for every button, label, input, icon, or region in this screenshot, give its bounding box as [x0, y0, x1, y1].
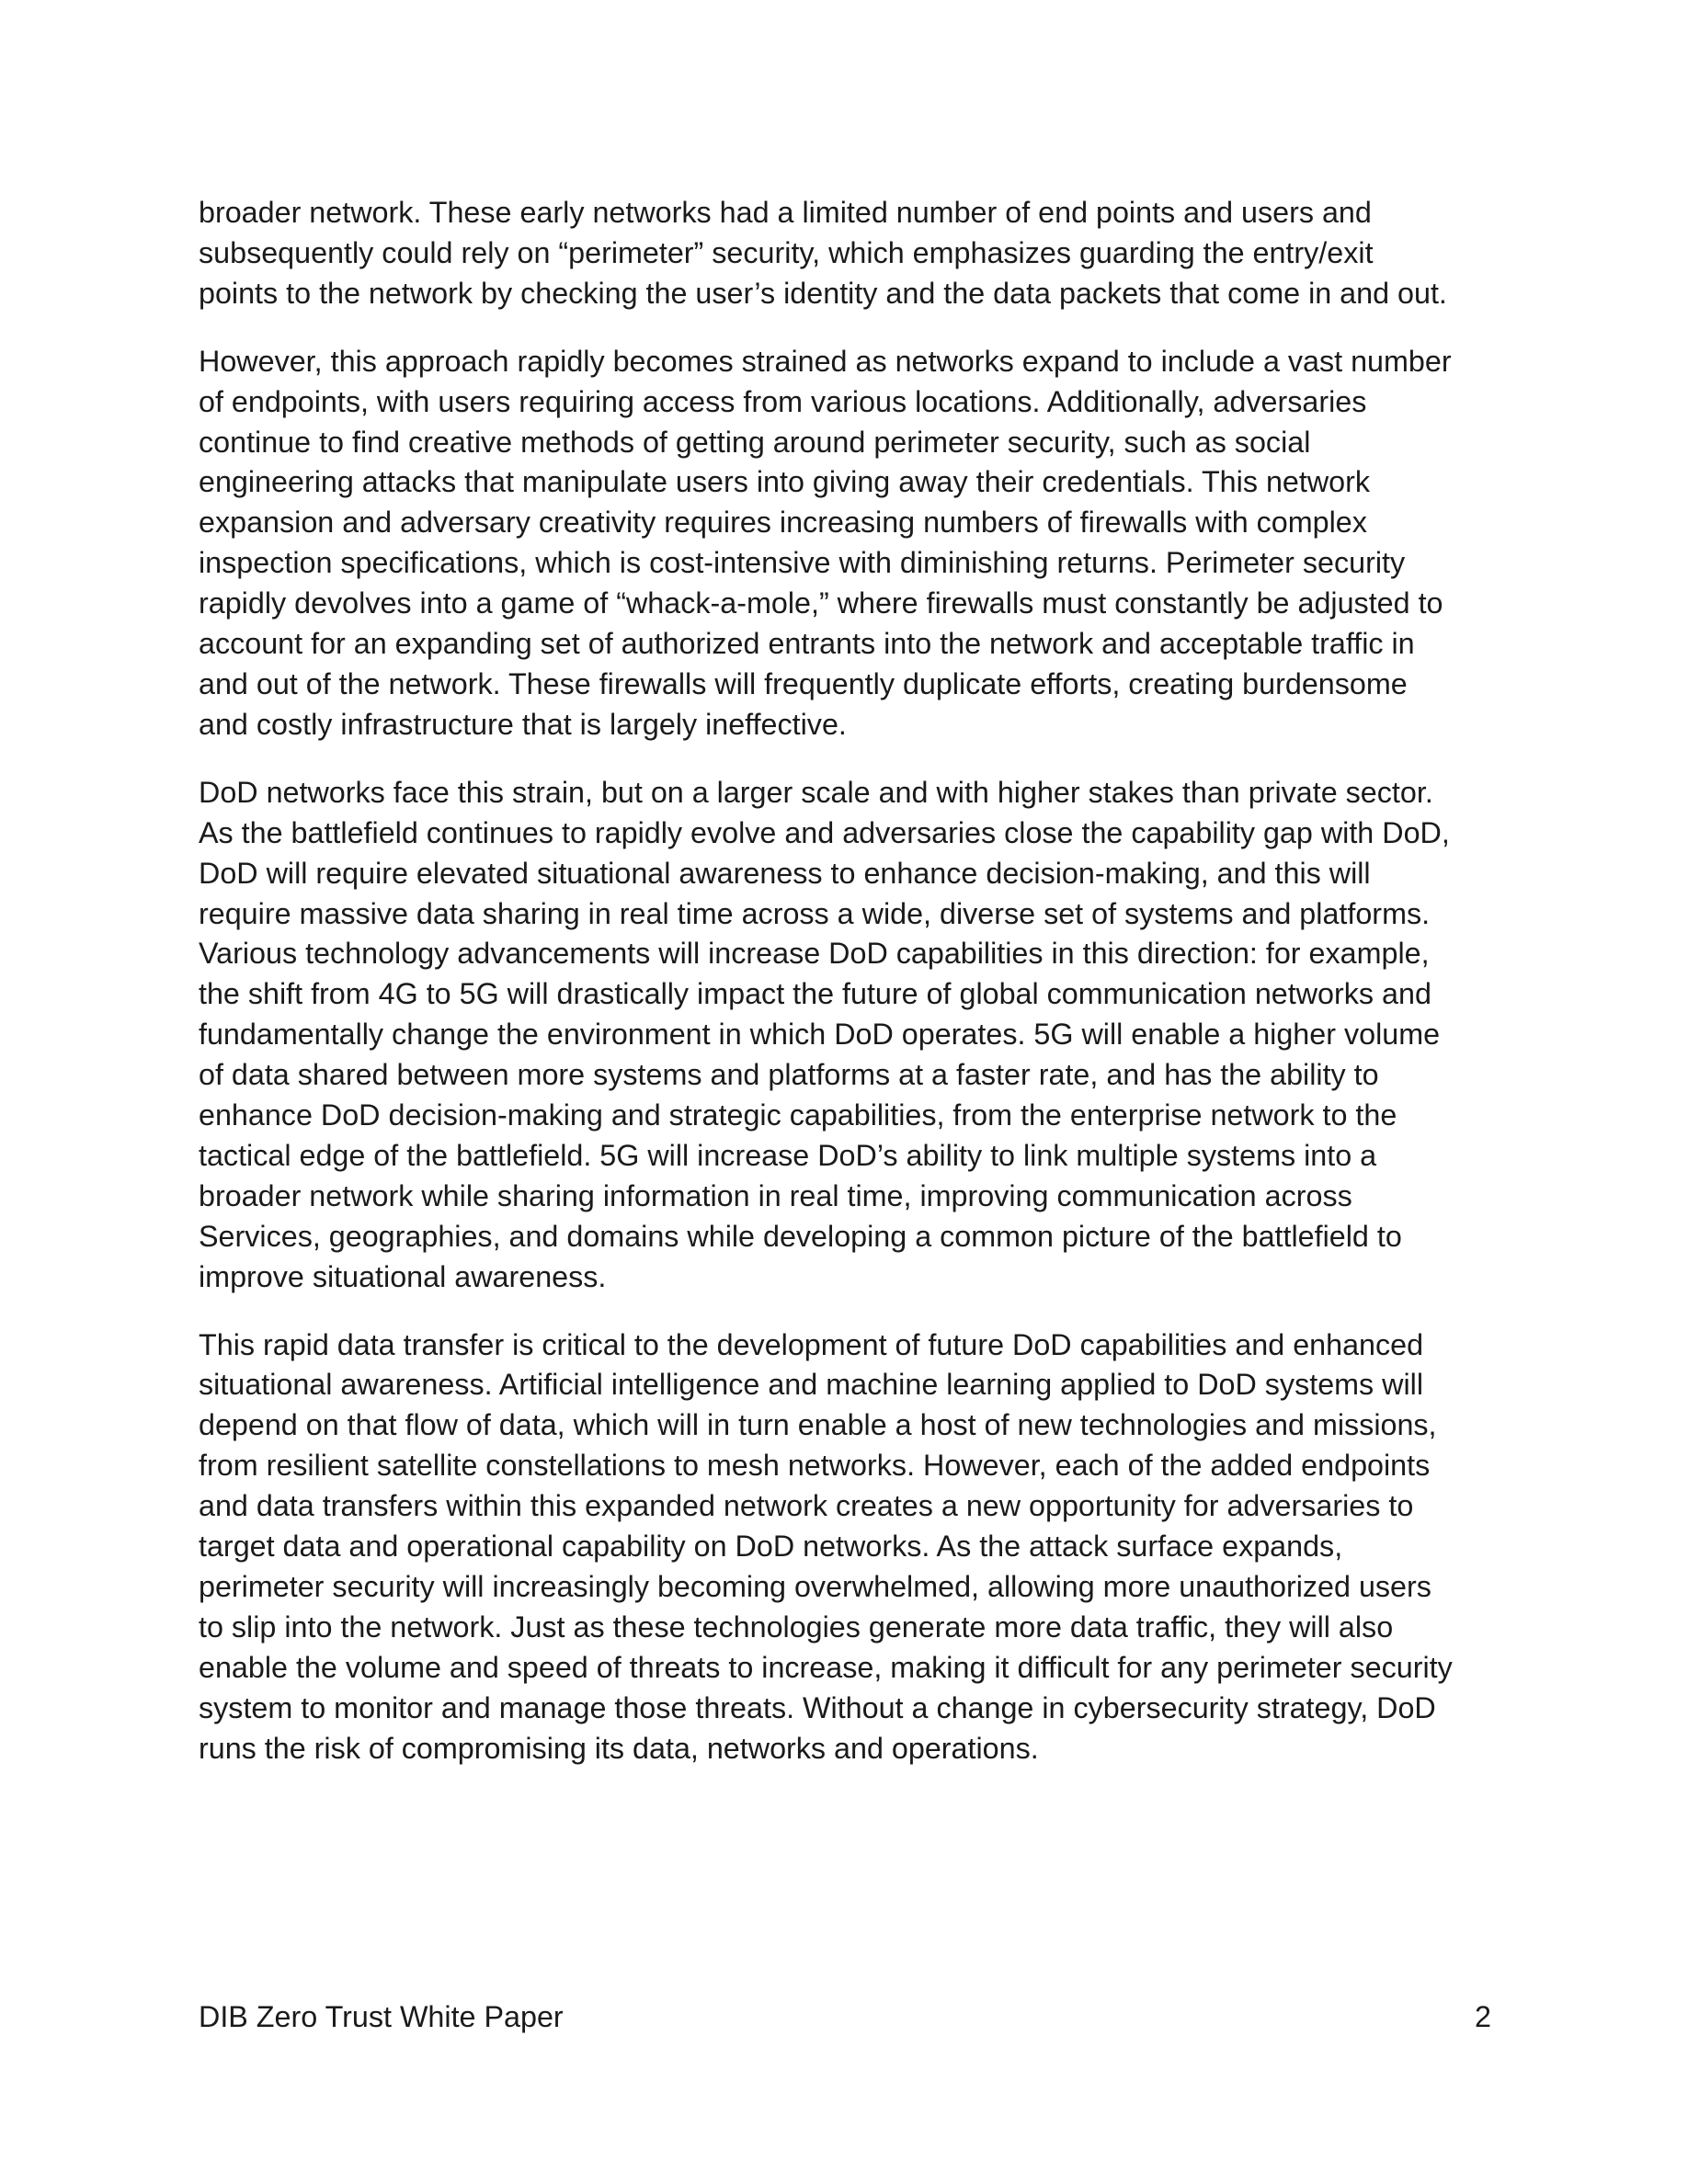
text-line: to slip into the network. Just as these technologies generate more data traffic, they will also [199, 1610, 1394, 1644]
text-line: engineering attacks that manipulate users into giving away their credentials. This network [199, 465, 1371, 499]
paragraph-1 [199, 193, 1495, 314]
text-line: system to monitor and manage those threats. Without a change in cybersecurity strategy, DoD [199, 1690, 1436, 1724]
text-line: tactical edge of the battlefield. 5G will increase DoD’s ability to link multiple systems into a [199, 1138, 1377, 1172]
text-line: However, this approach rapidly becomes strained as networks expand to include a vast number [199, 344, 1452, 378]
text-line: improve situational awareness. [199, 1259, 607, 1293]
text-line: require massive data sharing in real time across a wide, diverse set of systems and platforms. [199, 896, 1431, 930]
text-line: points to the network by checking the user’s identity and the data packets that come in and out. [199, 276, 1447, 310]
text-line: perimeter security will increasingly becoming overwhelmed, allowing more unauthorized users [199, 1570, 1431, 1603]
text-line: broader network while sharing information in real time, improving communication across [199, 1178, 1352, 1212]
text-line: DoD will require elevated situational awareness to enhance decision-making, and this will [199, 856, 1371, 890]
paragraph-2 [199, 342, 1495, 745]
text-line: depend on that flow of data, which will in turn enable a host of new technologies and missions, [199, 1408, 1437, 1442]
text-line: of data shared between more systems and platforms at a faster rate, and has the ability to [199, 1058, 1379, 1092]
page-footer [199, 1996, 1491, 2041]
text-line: broader network. These early networks had a limited number of end points and users and [199, 196, 1372, 229]
paragraph-3 [199, 773, 1495, 1298]
text-line: subsequently could rely on “perimeter” security, which emphasizes guarding the entry/exit [199, 235, 1374, 269]
text-line: situational awareness. Artificial intelligence and machine learning applied to DoD systems will [199, 1368, 1424, 1402]
text-line: account for an expanding set of authorized entrants into the network and acceptable traffic in [199, 627, 1415, 661]
text-line: and data transfers within this expanded network creates a new opportunity for adversaries to [199, 1489, 1414, 1523]
body-text [199, 193, 1495, 1797]
text-line: enhance DoD decision-making and strategic capabilities, from the enterprise network to the [199, 1098, 1397, 1132]
text-line: and out of the network. These firewalls will frequently duplicate efforts, creating burdensome [199, 666, 1408, 700]
text-line: and costly infrastructure that is largely ineffective. [199, 707, 847, 741]
page-number: 2 [1475, 2000, 1491, 2033]
text-line: continue to find creative methods of getting around perimeter security, such as social [199, 425, 1311, 459]
text-line: target data and operational capability on DoD networks. As the attack surface expands, [199, 1530, 1343, 1564]
text-line: fundamentally change the environment in which DoD operates. 5G will enable a higher volume [199, 1018, 1441, 1052]
paragraph-4 [199, 1325, 1495, 1769]
text-line: the shift from 4G to 5G will drastically impact the future of global communication networks and [199, 977, 1431, 1011]
text-line: rapidly devolves into a game of “whack-a-mole,” where firewalls must constantly be adjusted to [199, 586, 1443, 620]
text-line: from resilient satellite constellations to mesh networks. However, each of the added endpoints [199, 1449, 1431, 1483]
text-line: of endpoints, with users requiring access from various locations. Additionally, adversaries [199, 384, 1367, 418]
footer-document-title: DIB Zero Trust White Paper [199, 2000, 564, 2033]
text-line: runs the risk of compromising its data, networks and operations. [199, 1731, 1039, 1765]
text-line: Services, geographies, and domains while developing a common picture of the battlefield to [199, 1219, 1402, 1253]
text-line: enable the volume and speed of threats to increase, making it difficult for any perimeter security [199, 1650, 1453, 1684]
text-line: Various technology advancements will increase DoD capabilities in this direction: for example, [199, 937, 1430, 971]
text-line: This rapid data transfer is critical to the development of future DoD capabilities and enhanced [199, 1327, 1424, 1361]
text-line: inspection specifications, which is cost-intensive with diminishing returns. Perimeter security [199, 546, 1406, 580]
text-line: As the battlefield continues to rapidly evolve and adversaries close the capability gap with DoD, [199, 815, 1450, 849]
text-line: expansion and adversary creativity requires increasing numbers of firewalls with complex [199, 506, 1367, 540]
text-line: DoD networks face this strain, but on a larger scale and with higher stakes than private sector. [199, 775, 1433, 809]
